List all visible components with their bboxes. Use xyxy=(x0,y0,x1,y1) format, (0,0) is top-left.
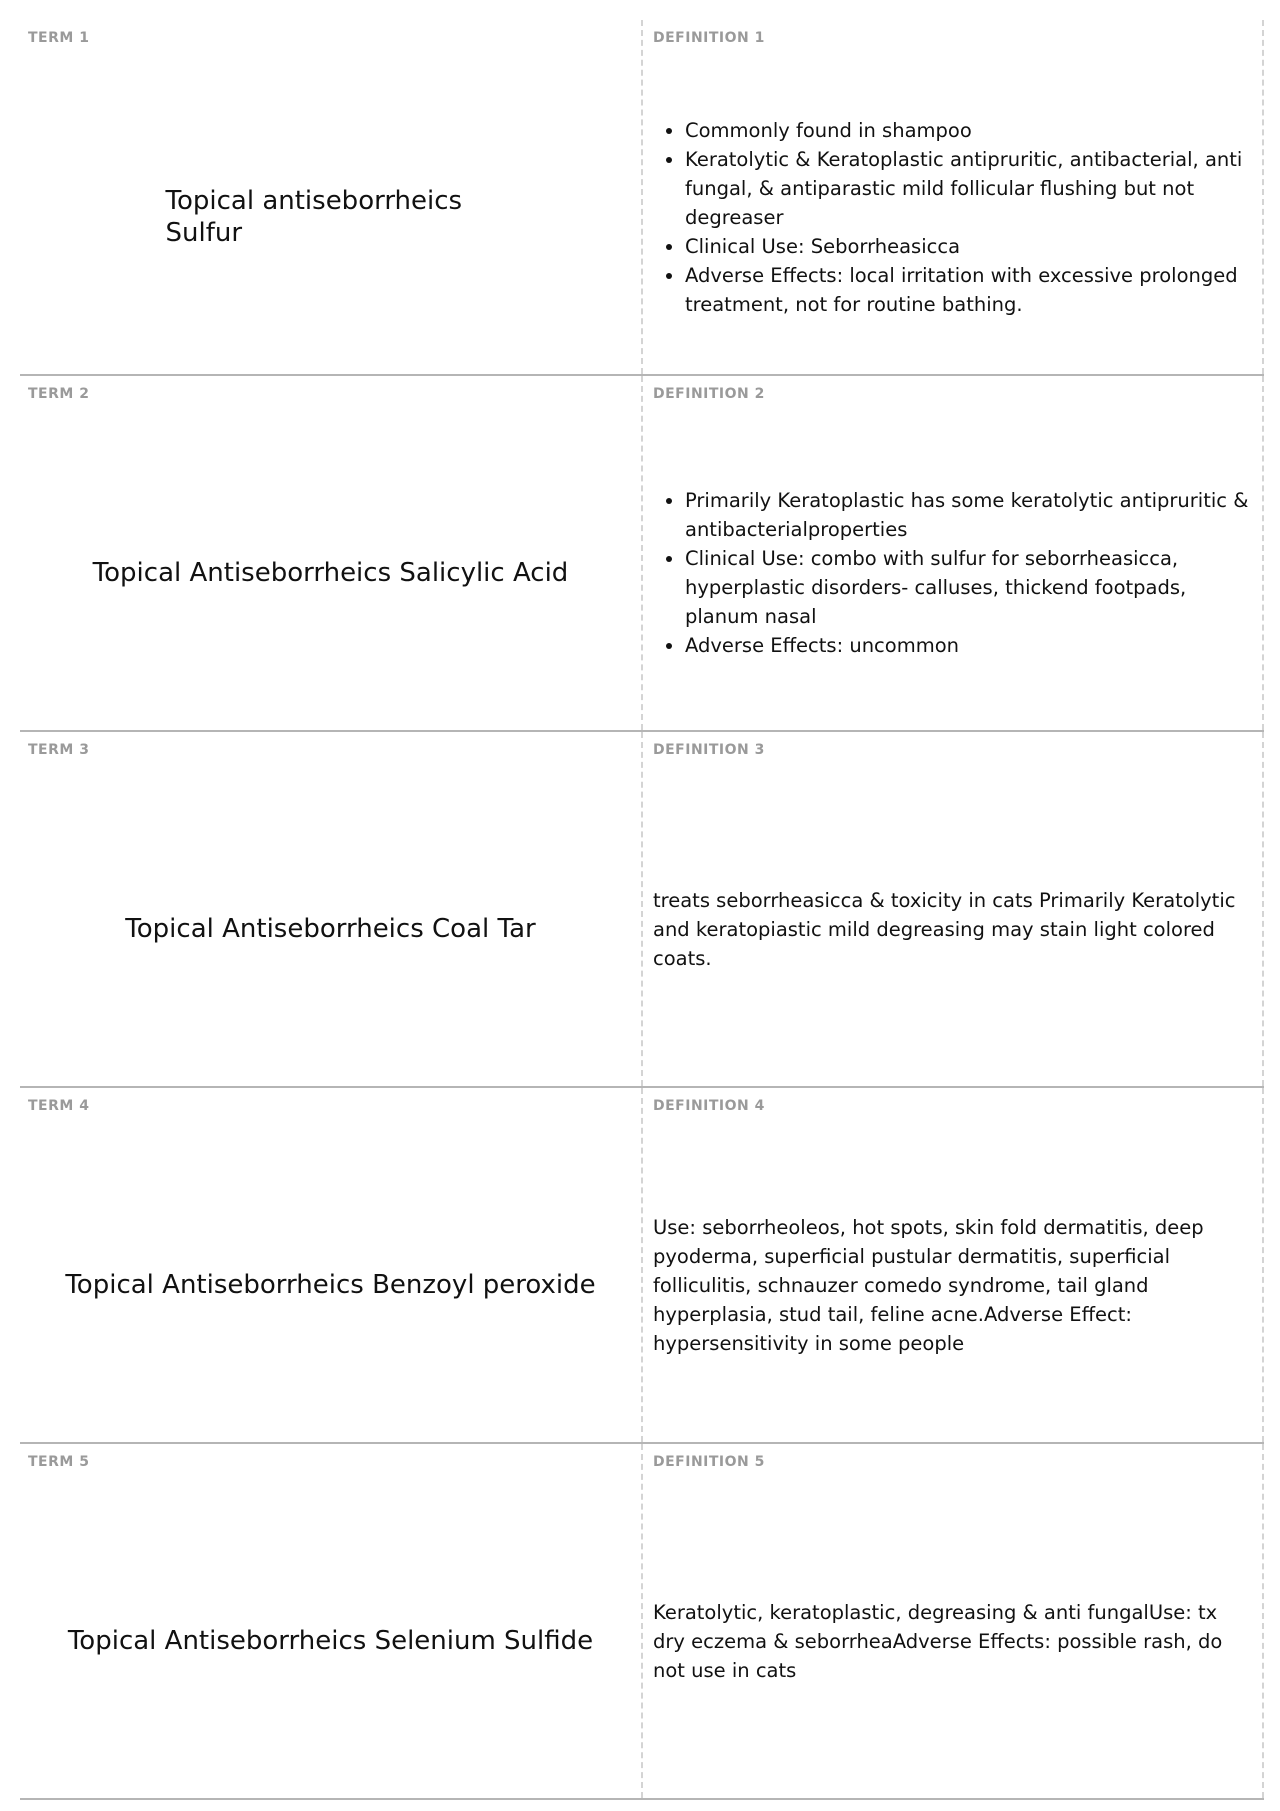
flashcard-5 xyxy=(20,1444,1264,1800)
definition-cell xyxy=(643,1444,1264,1798)
definition-label: DEFINITION 5 xyxy=(653,1454,765,1470)
term-line: Sulfur xyxy=(165,218,243,248)
definition-cell xyxy=(643,20,1264,374)
flashcard-4 xyxy=(20,1088,1264,1444)
definition-item: • Primarily Keratoplastic has some keratolytic antipruritic & antibacterialproperties xyxy=(685,486,1254,544)
term-cell xyxy=(20,376,643,730)
term-label: TERM 3 xyxy=(28,742,90,758)
term-text: Topical Antiseborrheics Selenium Sulfide xyxy=(67,1626,594,1656)
definition-item: • Keratolytic & Keratoplastic antipruritic, antibacterial, anti fungal, & antiparastic mild follicular flushing but not degreaser xyxy=(685,145,1254,232)
term-text: Topical Antiseborrheics Salicylic Acid xyxy=(92,558,569,588)
term-text xyxy=(166,185,496,249)
flashcard-2 xyxy=(20,376,1264,732)
term-text: Topical Antiseborrheics Coal Tar xyxy=(125,914,536,944)
term-cell xyxy=(20,1444,643,1798)
definition-item: • Adverse Effects: local irritation with excessive prolonged treatment, not for routine bathing. xyxy=(685,261,1254,319)
term-label: TERM 1 xyxy=(28,30,90,46)
term-text: Topical Antiseborrheics Benzoyl peroxide xyxy=(65,1270,596,1300)
definition-text: treats seborrheasicca & toxicity in cats Primarily Keratolytic and keratopiastic mild degreasing may stain light colored coats. xyxy=(653,888,1236,970)
term-line: Topical antiseborrheics xyxy=(165,186,463,216)
flashcard-1 xyxy=(20,20,1264,376)
definition-label: DEFINITION 1 xyxy=(653,30,765,46)
definition-list xyxy=(653,486,1254,660)
definition-item: • Clinical Use: combo with sulfur for seborrheasicca, hyperplastic disorders- calluses, thickend footpads, planum nasal xyxy=(685,544,1254,631)
definition-cell xyxy=(643,1088,1264,1442)
term-cell xyxy=(20,1088,643,1442)
definition-label: DEFINITION 2 xyxy=(653,386,765,402)
term-label: TERM 2 xyxy=(28,386,90,402)
definition-cell xyxy=(643,732,1264,1086)
term-label: TERM 4 xyxy=(28,1098,90,1114)
term-cell xyxy=(20,20,643,374)
term-cell xyxy=(20,732,643,1086)
definition-text: Keratolytic, keratoplastic, degreasing & anti fungalUse: tx dry eczema & seborrheaAdverse Effects: possible rash, do not use in cats xyxy=(653,1600,1223,1682)
term-label: TERM 5 xyxy=(28,1454,90,1470)
definition-item: • Commonly found in shampoo xyxy=(685,116,1254,145)
flashcard-sheet xyxy=(20,20,1264,1800)
definition-label: DEFINITION 4 xyxy=(653,1098,765,1114)
definition-item: • Adverse Effects: uncommon xyxy=(685,631,1254,660)
definition-text: Use: seborrheoleos, hot spots, skin fold dermatitis, deep pyoderma, superficial pustular dermatitis, superficial folliculitis, schnauzer comedo syndrome, tail gland hyperplasia, stud tail, feline acne.Adverse Effect: hypersensitivity in some people xyxy=(653,1215,1204,1355)
definition-list xyxy=(653,116,1254,319)
definition-item: • Clinical Use: Seborrheasicca xyxy=(685,232,1254,261)
flashcard-3 xyxy=(20,732,1264,1088)
definition-label: DEFINITION 3 xyxy=(653,742,765,758)
definition-cell xyxy=(643,376,1264,730)
